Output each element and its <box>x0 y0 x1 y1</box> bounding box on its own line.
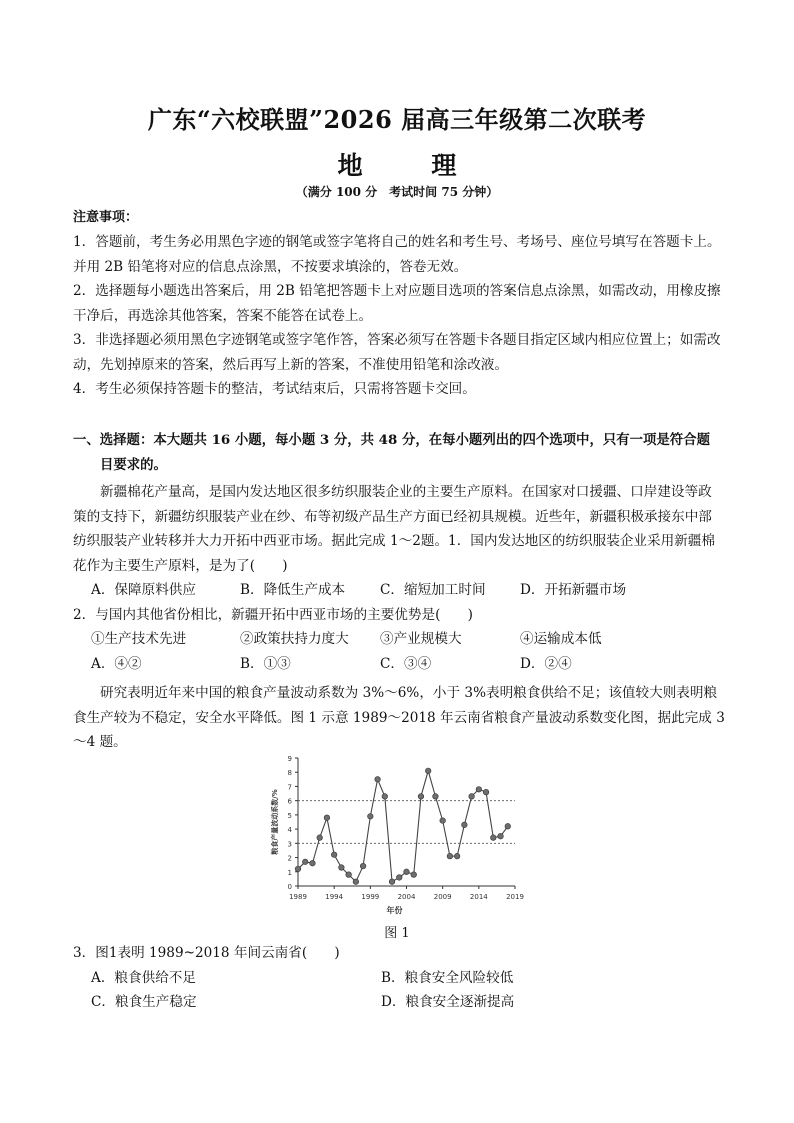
notice-item: 2．选择题每小题选出答案后，用 2B 铅笔把答题卡上对应题目选项的答案信息点涂黑，如需改动，用橡皮擦干净后，再选涂其他答案，答案不能答在试卷上。 <box>73 283 721 324</box>
q3-option-b[interactable]: B．粮食安全风险较低 <box>381 969 514 986</box>
data-point <box>360 863 366 869</box>
section-heading-line: 一、选择题：本大题共 16 小题，每小题 3 分，共 48 分，在每小题列出的四个选项中，只有一项是符合题 <box>73 432 710 448</box>
q2-item-3: ③产业规模大 <box>380 631 462 647</box>
data-point <box>382 794 388 800</box>
data-point <box>483 789 489 795</box>
data-point <box>476 786 482 792</box>
q2-option-c[interactable]: C．③④ <box>380 655 432 672</box>
q2-item-4: ④运输成本低 <box>520 631 602 647</box>
data-point <box>505 823 511 829</box>
figure-caption: 图 1 <box>384 926 410 941</box>
x-tick-label: 1989 <box>289 893 307 901</box>
q2-item-1: ①生产技术先进 <box>91 631 187 647</box>
x-tick-label: 1994 <box>325 893 344 901</box>
q3-option-c[interactable]: C．粮食生产稳定 <box>91 994 197 1010</box>
q2-stem: 2．与国内其他省份相比，新疆开拓中西亚市场的主要优势是( ) <box>73 606 473 623</box>
data-point <box>331 852 337 858</box>
data-point <box>462 822 468 828</box>
passage-xinjiang: 新疆棉花产量高，是国内发达地区很多纺织服装企业的主要生产原料。在国家对口援疆、口岸建设等政策的支持下，新疆纺织服装产业在纱、布等初级产品生产方面已经初具规模。近些年，新疆积极承接东中部纺织服装产业转移并大力开拓中西亚市场。据此完成 1～2题。1．国内发达地区的纺织服装企业采用新疆棉花作为主要生产原料，是为了( ) <box>73 484 715 574</box>
passage-yunnan <box>73 681 725 755</box>
data-point <box>302 859 308 865</box>
y-tick-label: 2 <box>287 854 292 863</box>
x-tick-label: 2019 <box>506 893 524 901</box>
q2-option-b[interactable]: B．①③ <box>240 655 291 672</box>
x-axis-label: 年份 <box>386 906 403 915</box>
q1-option-c[interactable]: C．缩短加工时间 <box>380 582 486 598</box>
y-tick-label: 5 <box>287 811 292 820</box>
data-point <box>339 865 345 871</box>
section-heading-line: 目要求的。 <box>100 457 167 473</box>
data-point <box>310 860 316 866</box>
q1-option-d[interactable]: D．开拓新疆市场 <box>520 582 627 598</box>
figure-1-chart <box>265 748 530 923</box>
q1-option-b[interactable]: B．降低生产成本 <box>240 582 346 598</box>
notice-item: 1．答题前，考生务必用黑色字迹的钢笔或签字笔将自己的姓名和考生号、考场号、座位号填写在答题卡上。并用 2B 铅笔将对应的信息点涂黑，不按要求填涂的，答卷无效。 <box>73 234 721 275</box>
series-line <box>298 771 508 882</box>
exam-info: （满分 100 分 考试时间 75 分钟） <box>295 185 499 199</box>
data-point <box>353 879 359 885</box>
data-point <box>469 794 475 800</box>
section-heading <box>73 428 725 478</box>
y-tick-label: 9 <box>287 755 292 763</box>
data-point <box>389 879 395 885</box>
data-point <box>498 833 504 839</box>
data-point <box>324 815 330 821</box>
data-point <box>404 869 410 875</box>
q1-options <box>73 578 725 603</box>
x-tick-label: 2009 <box>433 893 452 901</box>
subject-title: 地 理 <box>337 151 487 180</box>
y-tick-label: 0 <box>287 883 292 891</box>
data-point <box>317 835 323 841</box>
q2-option-a[interactable]: A．④② <box>91 655 142 672</box>
chart-svg <box>265 748 530 923</box>
exam-title: 广东“六校联盟”2026 届高三年级第二次联考 <box>147 105 647 134</box>
data-point <box>411 872 417 878</box>
data-point <box>375 777 381 783</box>
q3-options-row2 <box>73 990 725 1015</box>
y-tick-label: 8 <box>287 769 292 778</box>
data-point <box>368 814 374 820</box>
q1-option-a[interactable]: A．保障原料供应 <box>91 582 196 598</box>
data-point <box>440 818 446 824</box>
x-tick-label: 2014 <box>469 893 488 901</box>
y-tick-label: 6 <box>287 797 292 806</box>
y-tick-label: 3 <box>287 840 292 849</box>
q3-stem: 3．图1表明 1989~2018 年间云南省( ) <box>73 945 340 961</box>
questions-1-2 <box>73 480 725 676</box>
y-axis-label: 粮食产量波动系数/% <box>271 789 279 855</box>
y-tick-label: 4 <box>287 826 292 835</box>
data-point <box>447 853 453 859</box>
q2-item-2: ②政策扶持力度大 <box>240 631 349 647</box>
data-point <box>396 875 402 881</box>
x-tick-label: 2004 <box>397 893 416 901</box>
data-point <box>425 768 431 774</box>
y-tick-label: 7 <box>287 783 292 792</box>
notice-item: 3．非选择题必须用黑色字迹钢笔或签字笔作答，答案必须写在答题卡各题目指定区域内相应位置上；如需改动，先划掉原来的答案，然后再写上新的答案，不准使用铅笔和涂改液。 <box>73 332 721 373</box>
question-3 <box>73 941 725 1015</box>
notice-item: 4．考生必须保持答题卡的整洁，考试结束后，只需将答题卡交回。 <box>73 381 476 397</box>
passage-yunnan-text: 研究表明近年来中国的粮食产量波动系数为 3%～6%，小于 3%表明粮食供给不足；该值较大则表明粮食生产较为不稳定，安全水平降低。图 1 示意 1989～2018 年云南省粮食产量波动系数变化图，据此完成 3～4 题。 <box>73 685 725 750</box>
q2-items <box>73 627 725 652</box>
y-tick-label: 1 <box>287 868 292 877</box>
data-point <box>346 872 352 878</box>
data-point <box>295 866 301 872</box>
notice-heading: 注意事项： <box>73 210 139 225</box>
notice-list <box>73 230 725 402</box>
x-tick-label: 1999 <box>361 893 380 901</box>
data-point <box>418 794 424 800</box>
q2-option-d[interactable]: D．②④ <box>520 655 572 672</box>
data-point <box>433 794 439 800</box>
q3-options-row1 <box>73 966 725 991</box>
q3-option-d[interactable]: D．粮食安全逐渐提高 <box>381 994 515 1010</box>
q2-options <box>73 652 725 677</box>
data-point <box>454 853 460 859</box>
q3-option-a[interactable]: A．粮食供给不足 <box>91 969 196 986</box>
data-point <box>491 835 497 841</box>
